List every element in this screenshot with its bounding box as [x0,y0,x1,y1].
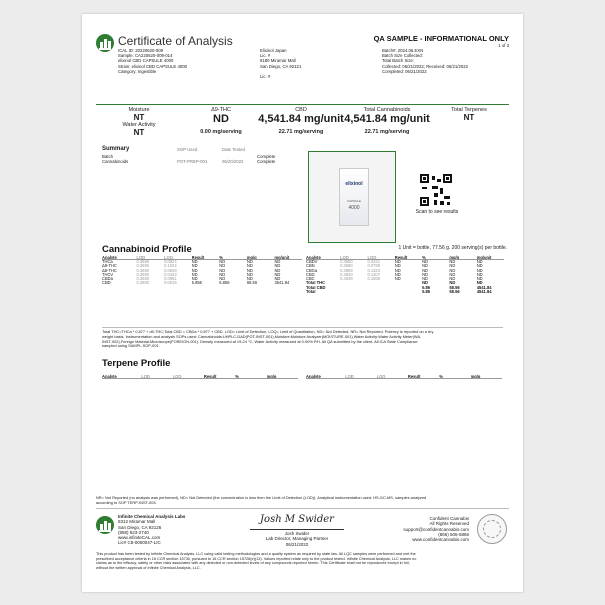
table-row: CBDa 0.3680 0.0951 ND ND ND ND [102,277,281,282]
table-header: Analyte LOD LOQ Result % mg/g [306,374,502,379]
page-title: Certificate of Analysis [118,34,233,48]
total-row: Total THC ND ND ND [306,281,483,286]
sop-used-label: SOP Used [177,147,198,152]
table-header: Analyte LOD LOQ Result % mg/g mg/unit [102,255,302,260]
batch-info: Batch#: 2024.06.EXN Batch Size Collected: Total Batch Size: Collected: 06/21/2022; Received: 06/21/2022 Completed: 06/21/2022 [382,48,469,74]
cannabinoid-profile-title: Cannabinoid Profile [102,244,192,255]
qr-caption: Scan to see results [415,209,459,215]
footer-divider [96,508,509,509]
signature-line [250,529,344,530]
cbd-summary: CBD 4,541.84 mg/unit 22.71 mg/serving [258,107,344,135]
unit-note: 1 Unit = bottle, 77.56 g. 200 serving(s) per bottle. [398,245,507,251]
table-row: CBGa 0.3993 0.1323 ND ND ND ND [306,268,483,273]
table-row: THCV 0.3680 0.0423 ND ND ND ND [102,272,281,277]
lab-logo [96,34,114,52]
table-row: CBDV 0.3680 0.0421 ND ND ND ND [306,260,483,264]
certificate-page [82,14,523,592]
table-row: CBD 0.3680 0.0815 5.856 5.856 58.56 4541.84 [102,281,290,286]
summary-row: Cannabinoids POT-PREP-001 06/20/2022 Complete [102,159,276,165]
page-number: 1 of 3 [498,43,509,48]
date-tested-label: Date Tested [222,147,245,152]
total-cannabinoids-summary: Total Cannabinoids 4,541.84 mg/unit 22.71 mg/serving [344,107,430,135]
terpenes-summary: Total Terpenes NT [451,107,487,122]
product-photo [308,151,396,243]
notes-divider [102,327,503,328]
terpene-table-left [102,374,298,379]
qr-code[interactable] [420,174,452,206]
cannabinoid-table-right [306,255,504,294]
table-row: Δ8-THC 0.3680 0.0848 ND ND ND ND [102,268,281,273]
terpene-table-right [306,374,502,379]
summary-title: Summary [102,146,130,152]
table-row: CBG 0.3920 0.1307 ND ND ND ND [306,272,483,277]
product-box: elixinol CAPSULE 4000 [339,168,369,226]
confident-cannabis-seal [477,514,507,544]
lab-address: Infinite Chemical Analysis Labs 8312 Miramar Mall San Diego, CA 92126 (858) 623-2740 www.infiniteCAL.com Lic# C8-0000047-LIC [118,514,186,546]
legal-text: This product has been tested by Infinite Chemical Analysis, LLC using valid testing methodologies and a quality system as required by state law. All LQC samples were performed and met the prescribed acceptance criteria in 16 CCR section 15730, pursuant to 16 CCR section 15726(e)(13). Values reported relate only to the product tested. Infinite Chemical Analysis, LLC makes no claims as to the efficacy, safety or other risks associated with any detected or non-detected levels of any compounds reported herein. This Certificate shall not be reproduced except in full, without the written approval of Infinite Chemical Analysis, LLC. [96,552,417,571]
lab-logo-footer [96,516,114,534]
sample-info: ICAL ID: 20220620-009 Sample: CA220620-009-014 elixinol CBD CAPSULE 4000 Strain: elixinol CBD CAPSULE 4000 Category: Ingestible [118,48,188,74]
cannabinoid-table-left [102,255,302,286]
signer-info: Josh Swider Lab Director, Managing Partner 06/21/2022 [265,531,329,547]
confident-cannabis-info: Confident Cannabis All Rights Reserved support@confidentcannabis.com (866) 506-5866 www.confidentcannabis.com [403,516,469,543]
table-header: Analyte LOD LOQ Result % mg/g [102,374,298,379]
table-row: Δ9-THC 0.3680 0.1024 ND ND ND ND [102,264,281,269]
table-row: CBN 0.3680 0.0790 ND ND ND ND [306,264,483,269]
thc-summary: Δ9-THC ND 0.00 mg/serving [200,107,242,135]
header-divider [96,104,509,105]
footer-disclaimer: NR= Not Reported (no analysis was performed), ND= Not Detected (the concentration is less then the Limit of Detection (LOD)). Analytical instrumentation used: HS-GC-MS, samples analyzed according to SOP TERP-INST-003. [96,495,427,505]
method-notes: Total THC=THCa * 0.877 + d9-THC;Total CBD = CBDa * 0.877 + CBD. LOD= Limit of Detection, LOQ= Limit of Quantitation, ND= Not Detected, NR= Not Reported. Potency is reported on a dry weight basis. Instrumentation and analysis SOPs used: Cannabinoids:UHPLC-DAD(POT-INST-001),Moisture:Moisture Analyzer(MOISTURE-001),Water Activity:Water Activity Meter(WA- INST-002),Foreign Material:Microscope(FOREIGN-001). Density measured at 19-24 °C, Water Activity measured at 0-90% RH. All QA submitted by the client. All ICA State Compliance sampled using SAMPL-SOP-001. [102,329,434,349]
moisture-summary: Moisture NT Water Activity NT [122,107,156,137]
summary-table [102,154,282,164]
director-signature: Josh M Swider [260,514,334,525]
summary-row: Batch Complete [102,154,276,159]
total-row: Total CBD 5.86 58.56 4541.84 [306,285,492,290]
client-info: Elixinol Japan Lic. # 8180 Miramar Mall San Diego, CA 92121 Lic. # [260,48,302,79]
qa-banner: QA SAMPLE - INFORMATIONAL ONLY [373,34,509,43]
terpene-profile-title: Terpene Profile [102,358,171,369]
table-header: Analyte LOD LOQ Result % mg/g mg/unit [306,255,504,260]
table-row: CBC 0.4549 0.1556 ND ND ND ND [306,277,483,282]
table-row: THCa 0.3680 0.0924 ND ND ND ND [102,260,281,264]
total-row: Total 5.86 58.56 4541.84 [306,290,492,295]
